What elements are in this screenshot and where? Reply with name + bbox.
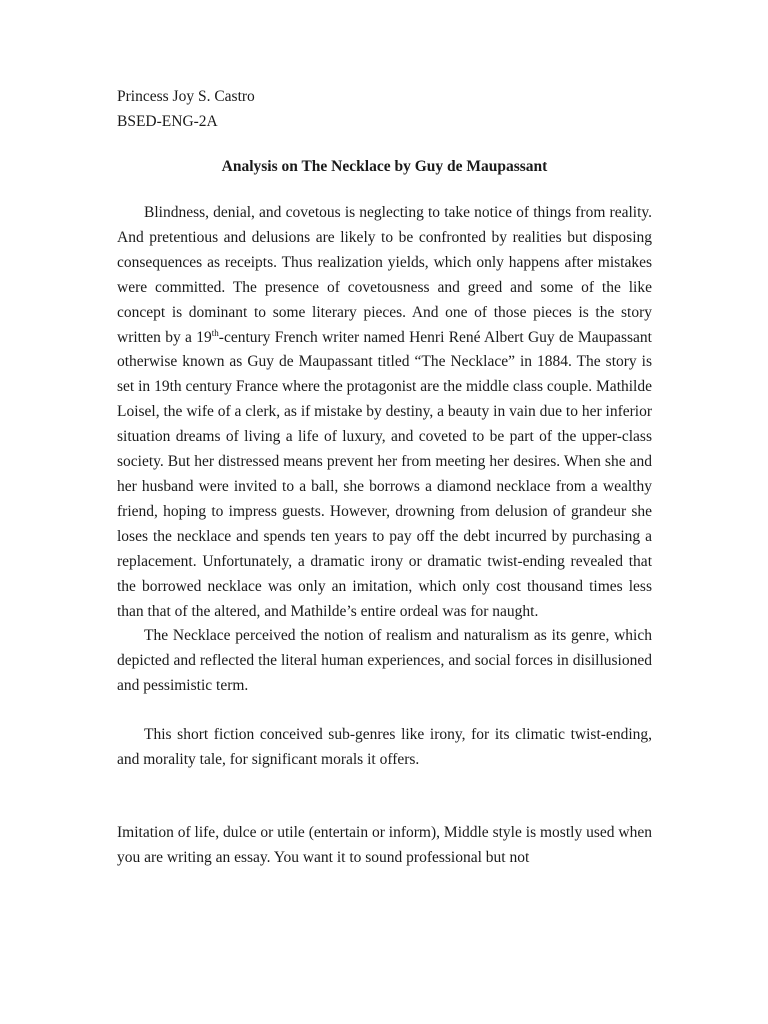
paragraph-introduction-part-1: Blindness, denial, and covetous is neglecting to take notice of things from reality. And pretentious and delusions are likely to be confronted by realities but disposing consequences as receipts. Thus realization yields, which only happens after mistakes were committed. The presence of covetousness and greed and some of the like concept is dominant to some literary pieces. And one of those pieces is the story written by a 19 <box>117 204 652 346</box>
paragraph-introduction-part-2: -century French writer named Henri René Albert Guy de Maupassant otherwise known as Guy de Maupassant titled “The Necklace” in 1884. The story is set in 19th century France where the protagonist are the middle class couple. Mathilde Loisel, the wife of a clerk, as if mistake by destiny, a beauty in vain due to her inferior situation dreams of living a life of luxury, and coveted to be part of the upper-class society. But her distressed means prevent her from meeting her desires. When she and her husband were invited to a ball, she borrows a diamond necklace from a wealthy friend, hoping to impress guests. However, drowning from delusion of grandeur she loses the necklace and spends ten years to pay off the debt incurred by purchasing a replacement. Unfortunately, a dramatic irony or dramatic twist-ending revealed that the borrowed necklace was only an imitation, which only cost thousand times less than that of the altered, and Mathilde’s entire ordeal was for naught. <box>117 328 652 620</box>
paragraph-genre: The Necklace perceived the notion of realism and naturalism as its genre, which depicted and reflected the literal human experiences, and social forces in disillusioned and pessimistic term. <box>117 627 652 695</box>
ordinal-superscript: th <box>211 327 219 338</box>
paragraph-introduction <box>117 201 652 624</box>
paragraph-style: Imitation of life, dulce or utile (entertain or inform), Middle style is mostly used when you are writing an essay. You want it to sound professional but not <box>117 823 652 866</box>
paragraph-subgenres: This short fiction conceived sub-genres like irony, for its climatic twist-ending, and morality tale, for significant morals it offers. <box>117 726 652 769</box>
course-section: BSED-ENG-2A <box>117 113 218 130</box>
document-page <box>117 84 652 871</box>
document-title: Analysis on The Necklace by Guy de Maupassant <box>221 158 548 175</box>
author-name: Princess Joy S. Castro <box>117 88 255 105</box>
